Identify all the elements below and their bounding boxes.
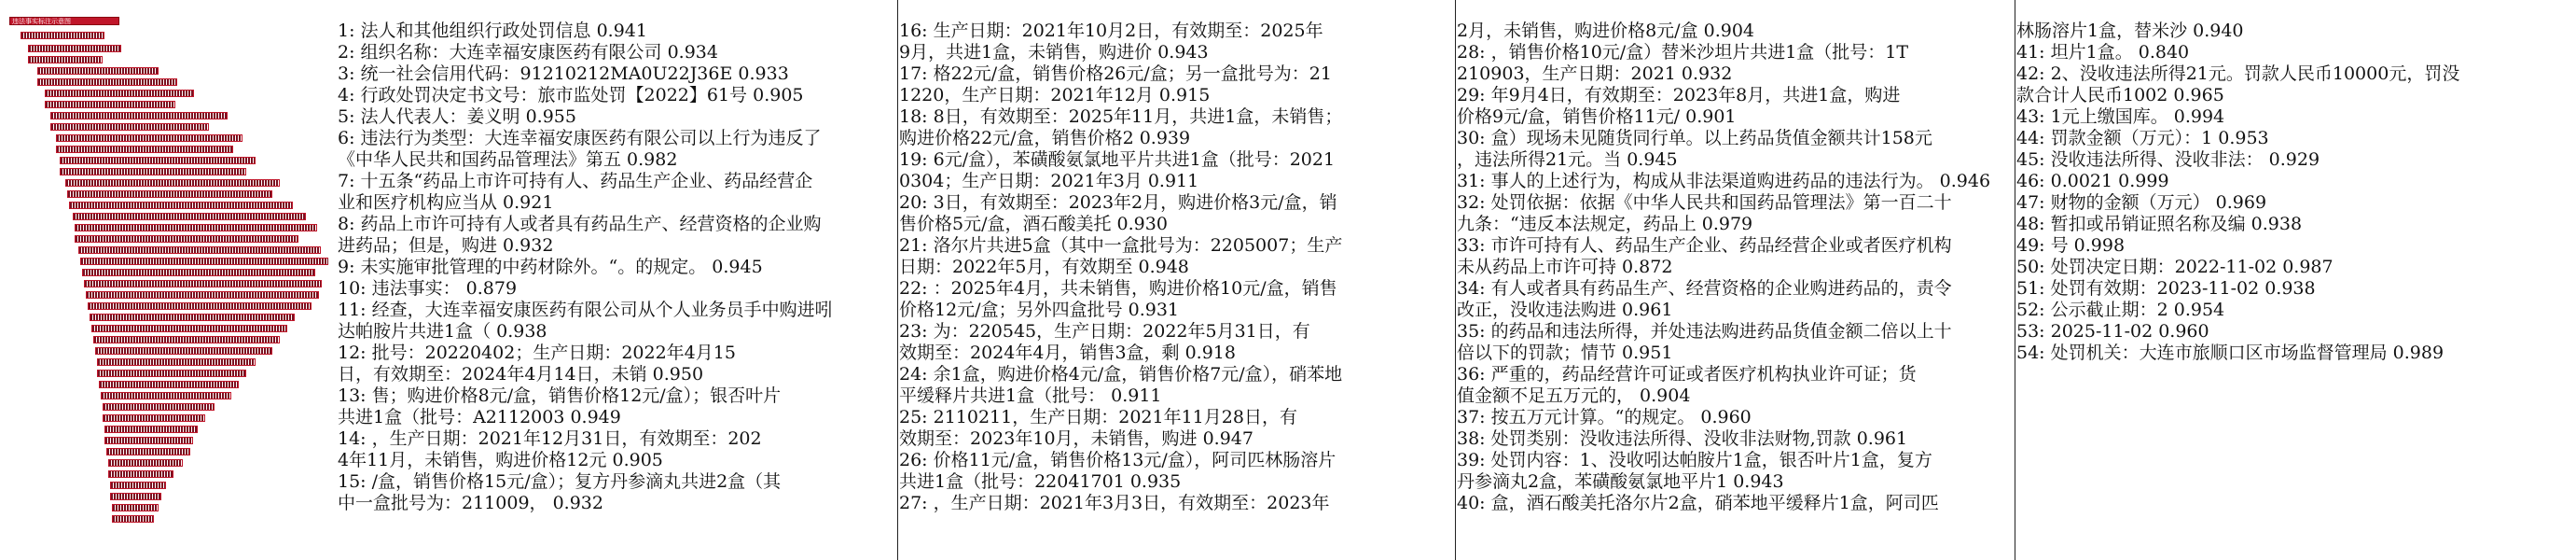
text-line: 1: 法人和其他组织行政处罚信息 0.941 xyxy=(338,21,647,41)
text-line: 中一盒批号为：211009， 0.932 xyxy=(338,493,603,513)
text-line: 36: 严重的，药品经营许可证或者医疗机构执业许可证；货 xyxy=(1457,364,1917,385)
text-line: 业和医疗机构应当从 0.921 xyxy=(338,192,554,213)
text-line: 11: 经查，大连幸福安康医药有限公司从个人业务员手中购进吲 xyxy=(338,300,833,320)
text-line: 24: 余1盒，购进价格4元/盒，销售价格7元/盒），硝苯地 xyxy=(899,364,1343,385)
thumbnail-line-box xyxy=(97,370,246,377)
text-line: 25: 2110211，生产日期：2021年11月28日，有 xyxy=(899,407,1297,427)
text-line: 49: 号 0.998 xyxy=(2016,235,2126,256)
column-divider xyxy=(897,0,898,560)
text-line: 20: 3日，有效期至：2023年2月，购进价格3元/盒，销 xyxy=(899,192,1337,213)
thumbnail-line-box xyxy=(50,123,209,131)
text-line: 倍以下的罚款；情节 0.951 xyxy=(1457,343,1673,363)
thumbnail-line-box xyxy=(45,101,175,108)
text-line: 21: 洛尔片共进5盒（其中一盒批号为：2205007；生产 xyxy=(899,235,1343,256)
thumbnail-line-box xyxy=(45,90,194,97)
thumbnail-line-box xyxy=(80,258,328,265)
thumbnail-line-box xyxy=(103,403,215,411)
thumbnail-line-box xyxy=(110,493,161,500)
text-line: 31: 事人的上述行为，构成从非法渠道购进药品的违法行为。 0.946 xyxy=(1457,171,1991,191)
text-line: 改正，没收违法购进 0.961 xyxy=(1457,300,1673,320)
text-line: 37: 按五万元计算。“的规定。 0.960 xyxy=(1457,407,1752,427)
text-line: 27: ，生产日期：2021年3月3日，有效期至：2023年 xyxy=(899,493,1330,513)
document-thumbnail xyxy=(0,0,328,560)
thumbnail-line-box xyxy=(37,67,159,75)
thumbnail-line-box xyxy=(75,235,298,243)
text-line: 6: 违法行为类型：大连幸福安康医药有限公司以上行为违反了 xyxy=(338,128,822,148)
thumbnail-line-box xyxy=(84,280,322,287)
text-line: 4: 行政处罚决定书文号：旅市监处罚【2022】61号 0.905 xyxy=(338,85,804,105)
text-line: 购进价格22元/盒，销售价格2 0.939 xyxy=(899,128,1191,148)
thumbnail-line-box xyxy=(37,78,177,86)
text-line: 32: 处罚依据：依据《中华人民共和国药品管理法》第一百二十 xyxy=(1457,192,1952,213)
text-line: 丹参滴丸2盒，苯磺酸氨氯地平片1 0.943 xyxy=(1457,471,1784,492)
text-line: 53: 2025-11-02 0.960 xyxy=(2016,321,2209,342)
text-line: 30: 盒）现场未见随货同行单。以上药品货值金额共计158元 xyxy=(1457,128,1932,148)
text-line: 18: 8日，有效期至：2025年11月，共进1盒，未销售； xyxy=(899,106,1343,127)
thumbnail-line-box xyxy=(86,291,319,299)
thumbnail-line-box xyxy=(28,45,121,52)
text-line: 51: 处罚有效期：2023-11-02 0.938 xyxy=(2016,278,2316,299)
text-line: 林肠溶片1盒，替米沙 0.940 xyxy=(2016,21,2244,41)
text-line: 9: 未实施审批管理的中药材除外。“。的规定。 0.945 xyxy=(338,257,763,277)
thumbnail-line-box xyxy=(73,213,306,220)
thumbnail-line-box xyxy=(90,314,295,321)
text-line: 43: 1元上缴国库。 0.994 xyxy=(2016,106,2225,127)
thumbnail-line-box xyxy=(78,246,321,254)
text-line: 日，有效期至：2024年4月14日，未销 0.950 xyxy=(338,364,704,385)
text-line: 《中华人民共和国药品管理法》第五 0.982 xyxy=(338,149,678,170)
text-line: 共进1盒（批号：A2112003 0.949 xyxy=(338,407,621,427)
text-line: 210903，生产日期：2021 0.932 xyxy=(1457,63,1733,84)
text-line: 价格12元/盒；另外四盒批号 0.931 xyxy=(899,300,1180,320)
thumbnail-line-box xyxy=(110,482,166,489)
text-line: 值金额不足五万元的， 0.904 xyxy=(1457,385,1691,406)
text-line: 28: ，销售价格10元/盒）替米沙坦片共进1盒（批号：1T xyxy=(1457,42,1909,63)
thumbnail-line-box xyxy=(50,112,228,119)
text-line: 17: 格22元/盒，销售价格26元/盒；另一盒批号为：21 xyxy=(899,63,1332,84)
text-line: 达帕胺片共进1盒（ 0.938 xyxy=(338,321,547,342)
thumbnail-line-box xyxy=(106,448,190,455)
text-line: 13: 售；购进价格8元/盒，销售价格12元/盒）；银否叶片 xyxy=(338,385,782,406)
text-line: 48: 暂扣或吊销证照名称及编 0.938 xyxy=(2016,214,2303,234)
text-line: 4年11月，未销售，购进价格12元 0.905 xyxy=(338,450,663,470)
thumbnail-line-box xyxy=(69,202,293,209)
text-line: 47: 财物的金额（万元） 0.969 xyxy=(2016,192,2267,213)
text-line: 5: 法人代表人：姜义明 0.955 xyxy=(338,106,576,127)
text-line: 日期：2022年5月，有效期至 0.948 xyxy=(899,257,1189,277)
thumbnail-line-box xyxy=(108,459,183,467)
thumbnail-line-box xyxy=(112,504,159,511)
thumbnail-line-box xyxy=(112,515,154,523)
text-line: 效期至：2023年10月，未销售，购进 0.947 xyxy=(899,428,1253,449)
text-line: 26: 价格11元/盒，销售价格13元/盒），阿司匹林肠溶片 xyxy=(899,450,1336,470)
text-line: 0304；生产日期：2021年3月 0.911 xyxy=(899,171,1199,191)
thumbnail-line-box xyxy=(108,470,173,478)
thumbnail-line-box xyxy=(75,224,317,231)
text-line: 进药品；但是，购进 0.932 xyxy=(338,235,554,256)
text-line: 50: 处罚决定日期：2022-11-02 0.987 xyxy=(2016,257,2334,277)
text-line: 23: 为：220545，生产日期：2022年5月31日，有 xyxy=(899,321,1310,342)
text-line: 10: 违法事实： 0.879 xyxy=(338,278,518,299)
thumbnail-line-box xyxy=(101,392,231,399)
text-line: 45: 没收违法所得、没收非法： 0.929 xyxy=(2016,149,2320,170)
thumbnail-line-box xyxy=(104,437,193,444)
text-line: 54: 处罚机关：大连市旅顺口区市场监督管理局 0.989 xyxy=(2016,343,2444,363)
text-line: 12: 批号：20220402；生产日期：2022年4月15 xyxy=(338,343,736,363)
text-line: 售价格5元/盒，酒石酸美托 0.930 xyxy=(899,214,1168,234)
text-line: 29: 年9月4日，有效期至：2023年8月，共进1盒，购进 xyxy=(1457,85,1901,105)
thumbnail-title-box: 违法事实标注示意图 xyxy=(9,17,119,25)
text-line: 16: 生产日期：2021年10月2日，有效期至：2025年 xyxy=(899,21,1323,41)
text-line: 1220，生产日期：2021年12月 0.915 xyxy=(899,85,1211,105)
text-line: 19: 6元/盒），苯磺酸氨氯地平片共进1盒（批号：2021 xyxy=(899,149,1336,170)
thumbnail-line-box xyxy=(56,134,242,142)
thumbnail-line-box xyxy=(65,179,280,187)
thumbnail-line-box xyxy=(97,358,256,366)
thumbnail-line-box xyxy=(91,325,287,332)
text-column-1 xyxy=(338,0,895,560)
text-line: 款合计人民币1002 0.965 xyxy=(2016,85,2224,105)
text-line: 22: ：2025年4月，共未销售，购进价格10元/盒，销售 xyxy=(899,278,1337,299)
thumbnail-line-box xyxy=(60,168,246,175)
thumbnail-line-box xyxy=(88,302,312,310)
text-line: 平缓释片共进1盒（批号： 0.911 xyxy=(899,385,1162,406)
column-divider xyxy=(1455,0,1456,560)
text-line: 共进1盒（批号：22041701 0.935 xyxy=(899,471,1182,492)
text-line: 2: 组织名称：大连幸福安康医药有限公司 0.934 xyxy=(338,42,718,63)
text-line: 42: 2、没收违法所得21元。罚款人民币10000元，罚没 xyxy=(2016,63,2460,84)
text-line: ，违法所得21元。当 0.945 xyxy=(1457,149,1678,170)
text-line: 35: 的药品和违法所得，并处违法购进药品货值金额二倍以上十 xyxy=(1457,321,1952,342)
thumbnail-line-box xyxy=(67,190,272,198)
text-line: 九条：“违反本法规定，药品上 0.979 xyxy=(1457,214,1753,234)
text-line: 价格9元/盒，销售价格11元/ 0.901 xyxy=(1457,106,1737,127)
text-line: 40: 盒，酒石酸美托洛尔片2盒，硝苯地平缓释片1盒，阿司匹 xyxy=(1457,493,1939,513)
text-line: 34: 有人或者具有药品生产、经营资格的企业购进药品的，责令 xyxy=(1457,278,1952,299)
text-column-4 xyxy=(2016,0,2574,560)
text-line: 未从药品上市许可持 0.872 xyxy=(1457,257,1673,277)
thumbnail-line-box xyxy=(28,56,103,63)
text-line: 9月，共进1盒，未销售，购进价 0.943 xyxy=(899,42,1209,63)
text-line: 3: 统一社会信用代码：91210212MA0U22J36E 0.933 xyxy=(338,63,789,84)
text-line: 15: /盒，销售价格15元/盒）；复方丹参滴丸共进2盒（其 xyxy=(338,471,782,492)
text-line: 52: 公示截止期：2 0.954 xyxy=(2016,300,2225,320)
thumbnail-line-box xyxy=(82,269,315,276)
text-line: 44: 罚款金额（万元）：1 0.953 xyxy=(2016,128,2269,148)
text-line: 38: 处罚类别：没收违法所得、没收非法财物,罚款 0.961 xyxy=(1457,428,1908,449)
text-line: 2月，未销售，购进价格8元/盒 0.904 xyxy=(1457,21,1755,41)
thumbnail-line-box xyxy=(104,426,198,433)
text-line: 8: 药品上市许可持有人或者具有药品生产、经营资格的企业购 xyxy=(338,214,822,234)
thumbnail-line-box xyxy=(103,414,205,422)
text-line: 7: 十五条“药品上市许可持有人、药品生产企业、药品经营企 xyxy=(338,171,813,191)
text-line: 33: 市许可持有人、药品生产企业、药品经营企业或者医疗机构 xyxy=(1457,235,1952,256)
thumbnail-line-box xyxy=(95,347,272,355)
text-line: 41: 坦片1盒。 0.840 xyxy=(2016,42,2190,63)
text-column-2 xyxy=(899,0,1453,560)
text-line: 39: 处罚内容：1、没收吲达帕胺片1盒，银否叶片1盒，复方 xyxy=(1457,450,1932,470)
thumbnail-line-box xyxy=(60,157,256,164)
thumbnail-line-box xyxy=(99,381,239,388)
text-column-3 xyxy=(1457,0,2013,560)
text-line: 14: ，生产日期：2021年12月31日，有效期至：202 xyxy=(338,428,762,449)
thumbnail-line-box xyxy=(21,32,104,39)
text-line: 46: 0.0021 0.999 xyxy=(2016,171,2169,191)
text-line: 效期至：2024年4月，销售3盒，剩 0.918 xyxy=(899,343,1236,363)
thumbnail-line-box xyxy=(93,336,280,343)
thumbnail-line-box xyxy=(56,146,233,153)
